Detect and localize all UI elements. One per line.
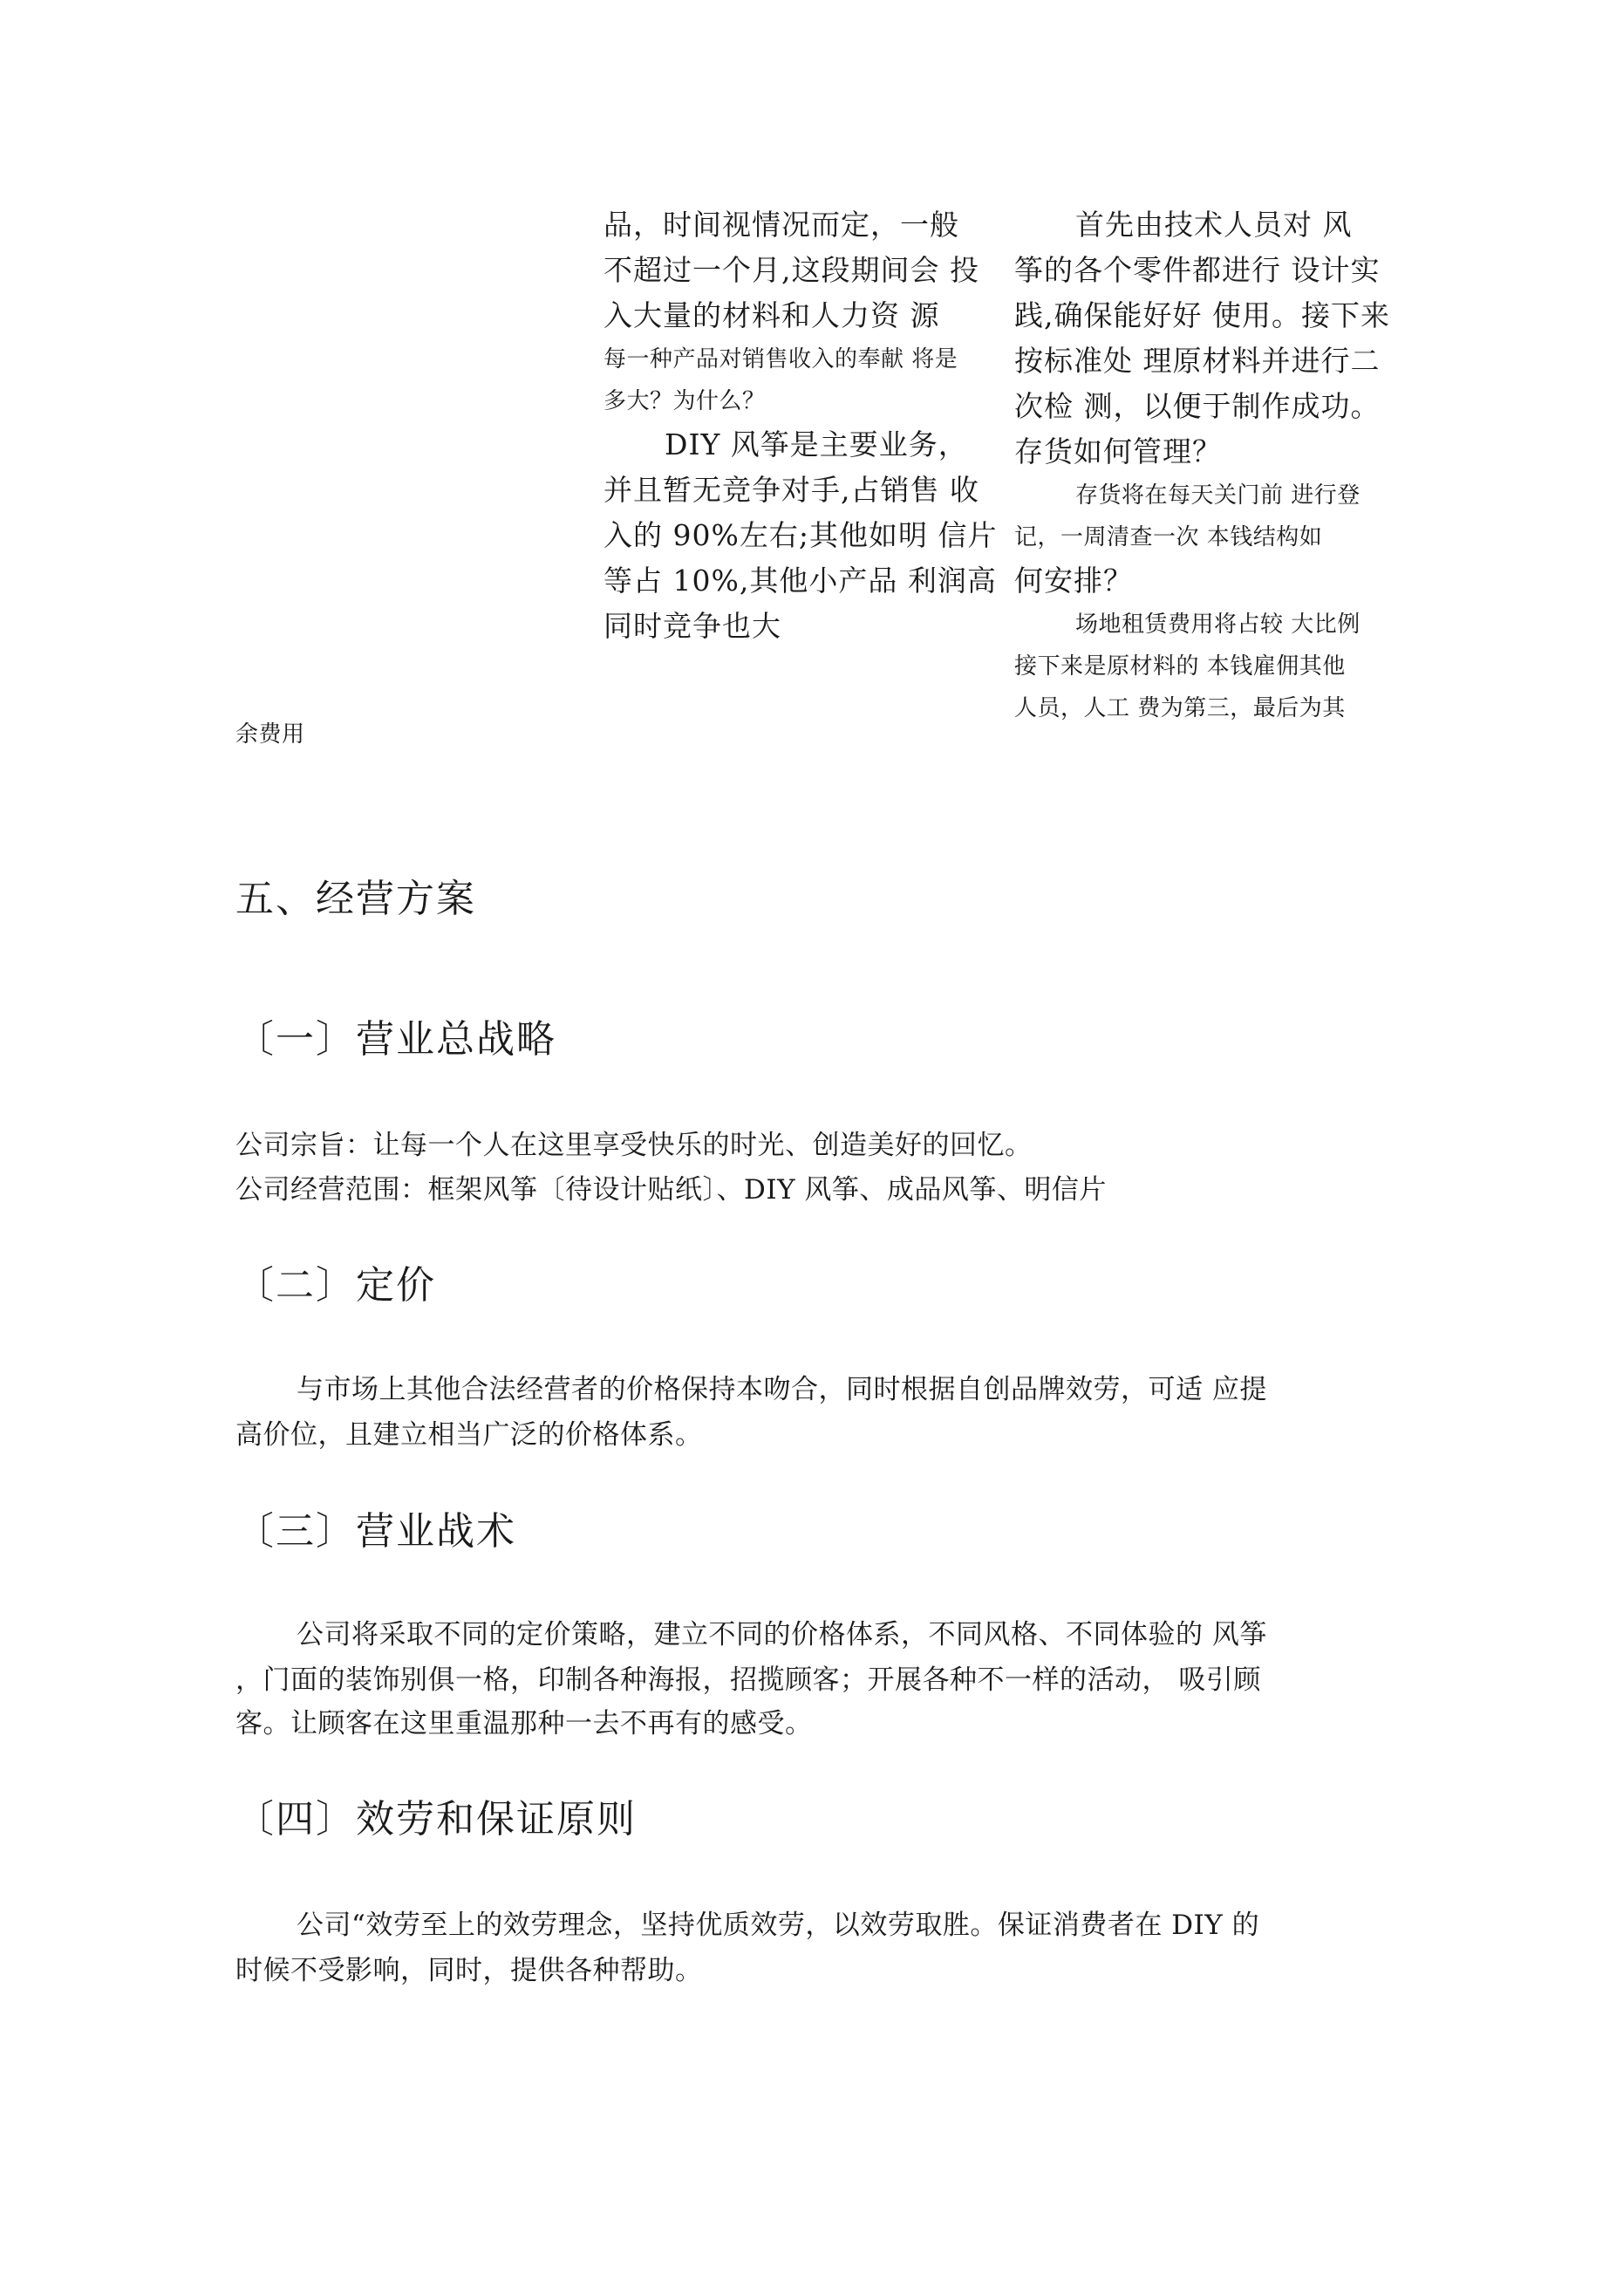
business-scope: 公司经营范围：框架风筝〔待设计贴纸〕、DIY 风筝、成品风筝、明信片 [235,1174,1107,1206]
text-line: 存货将在每天关门前 进行登 [1075,482,1360,509]
subsection-title-pricing: 〔二〕定价 [235,1263,436,1308]
subsection-title-tactics: 〔三〕营业战术 [235,1509,516,1554]
subsection-title-service: 〔四〕效劳和保证原则 [235,1797,637,1842]
pricing-text-line: 与市场上其他合法经营者的价格保持本吻合，同时根据自创品牌效劳，可适 应提 [297,1374,1267,1405]
text-line: DIY 风筝是主要业务， [665,427,968,461]
text-line: 践,确保能好好 使用。接下来 [1014,298,1390,332]
right-column [1014,202,1402,729]
tactics-text-line: 客。让顾客在这里重温那种一去不再有的感受。 [235,1708,813,1739]
service-text-line: 时候不受影响，同时，提供各种帮助。 [235,1955,703,1986]
text-line: 场地租赁费用将占较 大比例 [1075,612,1360,638]
text-line: 接下来是原材料的 本钱雇佣其他 [1014,653,1346,680]
text-line: 等占 10%,其他小产品 利润高 [604,564,997,598]
text-line: 首先由技术人员对 风 [1075,208,1353,242]
company-purpose: 公司宗旨：让每一个人在这里享受快乐的时光、创造美好的回忆。 [235,1130,1033,1161]
middle-column [604,202,1013,649]
question-line: 何安排？ [1014,564,1133,598]
text-line: 同时竞争也大 [604,609,781,643]
subsection-title-strategy: 〔一〕营业总战略 [235,1017,556,1062]
question-line: 多大？为什么？ [604,388,766,414]
section-title: 五、经营方案 [235,877,476,921]
text-line: 不超过一个月,这段期间会 投 [604,253,979,287]
text-line: 并且暂无竞争对手,占销售 收 [604,473,979,507]
pricing-text-line: 高价位，且建立相当广泛的价格体系。 [235,1419,703,1451]
continued-text: 余费用 [235,721,305,748]
question-line: 每一种产品对销售收入的奉献 将是 [604,346,958,372]
service-text-line: 公司“效劳至上的效劳理念，坚持优质效劳，以效劳取胜。保证消费者在 DIY 的 [297,1910,1260,1941]
tactics-text-line: 公司将采取不同的定价策略，建立不同的价格体系，不同风格、不同体验的 风筝 [297,1619,1267,1650]
text-line: 入大量的材料和人力资 源 [604,298,940,332]
text-line: 人员，人工 费为第三，最后为其 [1014,695,1346,721]
text-line: 品，时间视情况而定，一般 [604,208,959,242]
tactics-text-line: ，门面的装饰别俱一格，印制各种海报，招揽顾客；开展各种不一样的活动， 吸引顾 [235,1664,1261,1696]
text-line: 次检 测，以便于制作成功。 [1014,389,1381,423]
text-line: 按标准处 理原材料并进行二 [1014,344,1381,378]
text-line: 记，一周清查一次 本钱结构如 [1014,524,1323,550]
text-line: 入的 90%左右;其他如明 信片 [604,518,998,552]
text-line: 筝的各个零件都进行 设计实 [1014,253,1381,287]
question-line: 存货如何管理？ [1014,434,1222,468]
